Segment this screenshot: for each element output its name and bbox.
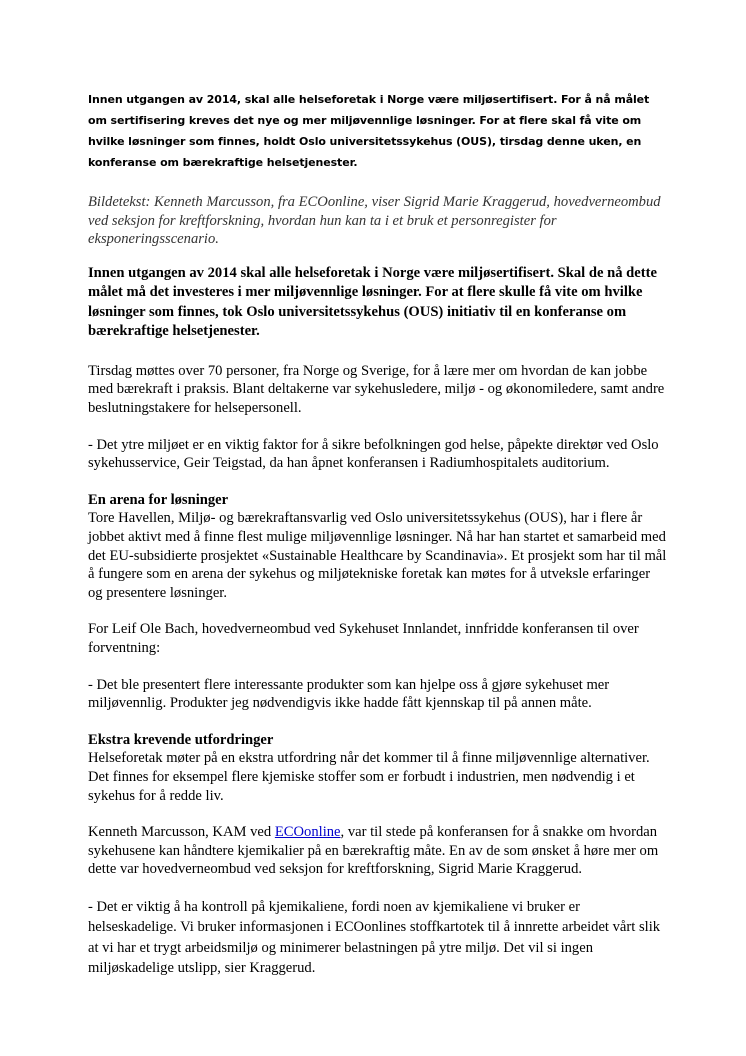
body-paragraph-4: For Leif Ole Bach, hovedverneombud ved Sykehuset Innlandet, innfridde konferansen til over forventning: xyxy=(88,621,639,656)
body-paragraph-3: Tore Havellen, Miljø- og bærekraftansvarlig ved Oslo universitetssykehus (OUS), har i flere år jobbet aktivt med å finne flest mulige miljøvennlige løsninger. Nå har han startet et samarbeid med det EU-subsidierte prosjektet «Sustainable Healthcare by Scandinavia». Et prosjekt som har til mål å fungere som en arena der sykehus og miljøtekniske foretak kan møtes for å utveksle erfaringer og presentere løsninger. xyxy=(88,510,667,601)
document-page xyxy=(88,89,668,997)
image-caption: Bildetekst: Kenneth Marcusson, fra ECOonline, viser Sigrid Marie Kraggerud, hovedverneombud ved seksjon for kreftforskning, hvordan hun kan ta i et bruk et personregister for eksponeringsscenario. xyxy=(88,194,661,247)
body-paragraph-2: - Det ytre miljøet er en viktig faktor for å sikre befolkningen god helse, påpekte direktør ved Oslo sykehusservice, Geir Teigstad, da han åpnet konferansen i Radiumhospitalets auditorium. xyxy=(88,436,659,472)
body-paragraph-6: Helseforetak møter på en ekstra utfordring når det kommer til å finne miljøvennlige alternativer. Det finnes for eksempel flere kjemiske stoffer som er forbudt i industrien, men nødvendig i et sykehus for å redde liv. xyxy=(88,750,650,804)
body-paragraph-8: - Det er viktig å ha kontroll på kjemikaliene, fordi noen av kjemikaliene vi bruker er helseskadelige. Vi bruker informasjonen i ECOonlines stoffkartotek til å innrette arbeidet vårt slik at vi har et trygt arbeidsmiljø og minimerer belastningen på ytre miljø. Det vil si ingen miljøskadelige utslipp, sier Kraggerud. xyxy=(88,898,661,977)
ecoonline-link[interactable]: ECOonline xyxy=(274,824,341,841)
paragraph-7-text-start: Kenneth Marcusson, KAM ved xyxy=(88,824,275,841)
intro-paragraph: Innen utgangen av 2014, skal alle helseforetak i Norge være miljøsertifisert. For å nå målet om sertifisering kreves det nye og mer miljøvennlige løsninger. For at flere skal få vite om hvilke løsninger som finnes, holdt Oslo universitetssykehus (OUS), tirsdag denne uken, en konferanse om bærekraftige helsetjenester. xyxy=(88,93,650,169)
paragraph-7-text-end: , var til stede på konferansen for å snakke om hvordan sykehusene kan håndtere kjemikalier på en bærekraftig måte. En av de som ønsket å høre mer om dette var hovedverneombud ved seksjon for kreftforskning, Sigrid Marie Kraggerud. xyxy=(88,824,659,878)
body-paragraph-5: - Det ble presentert flere interessante produkter som kan hjelpe oss å gjøre sykehuset mer miljøvennlig. Produkter jeg nødvendigvis ikke hadde fått kjennskap til på annen måte. xyxy=(88,676,610,712)
lead-paragraph: Innen utgangen av 2014 skal alle helseforetak i Norge være miljøsertifisert. Skal de nå dette målet må det investeres i mer miljøvennlige løsninger. For at flere skulle få vite om hvilke løsninger som finnes, tok Oslo universitetssykehus (OUS) initiativ til en konferanse om bærekraftige helsetjenester. xyxy=(88,264,657,340)
body-paragraph-1: Tirsdag møttes over 70 personer, fra Norge og Sverige, for å lære mer om hvordan de kan jobbe med bærekraft i praksis. Blant deltakerne var sykehusledere, miljø - og økonomiledere, samt andre beslutningstakere for helsepersonell. xyxy=(88,362,665,417)
body-paragraph-7 xyxy=(88,823,668,879)
section-heading-challenges: Ekstra krevende utfordringer xyxy=(88,731,274,748)
section-heading-arena: En arena for løsninger xyxy=(88,491,229,508)
